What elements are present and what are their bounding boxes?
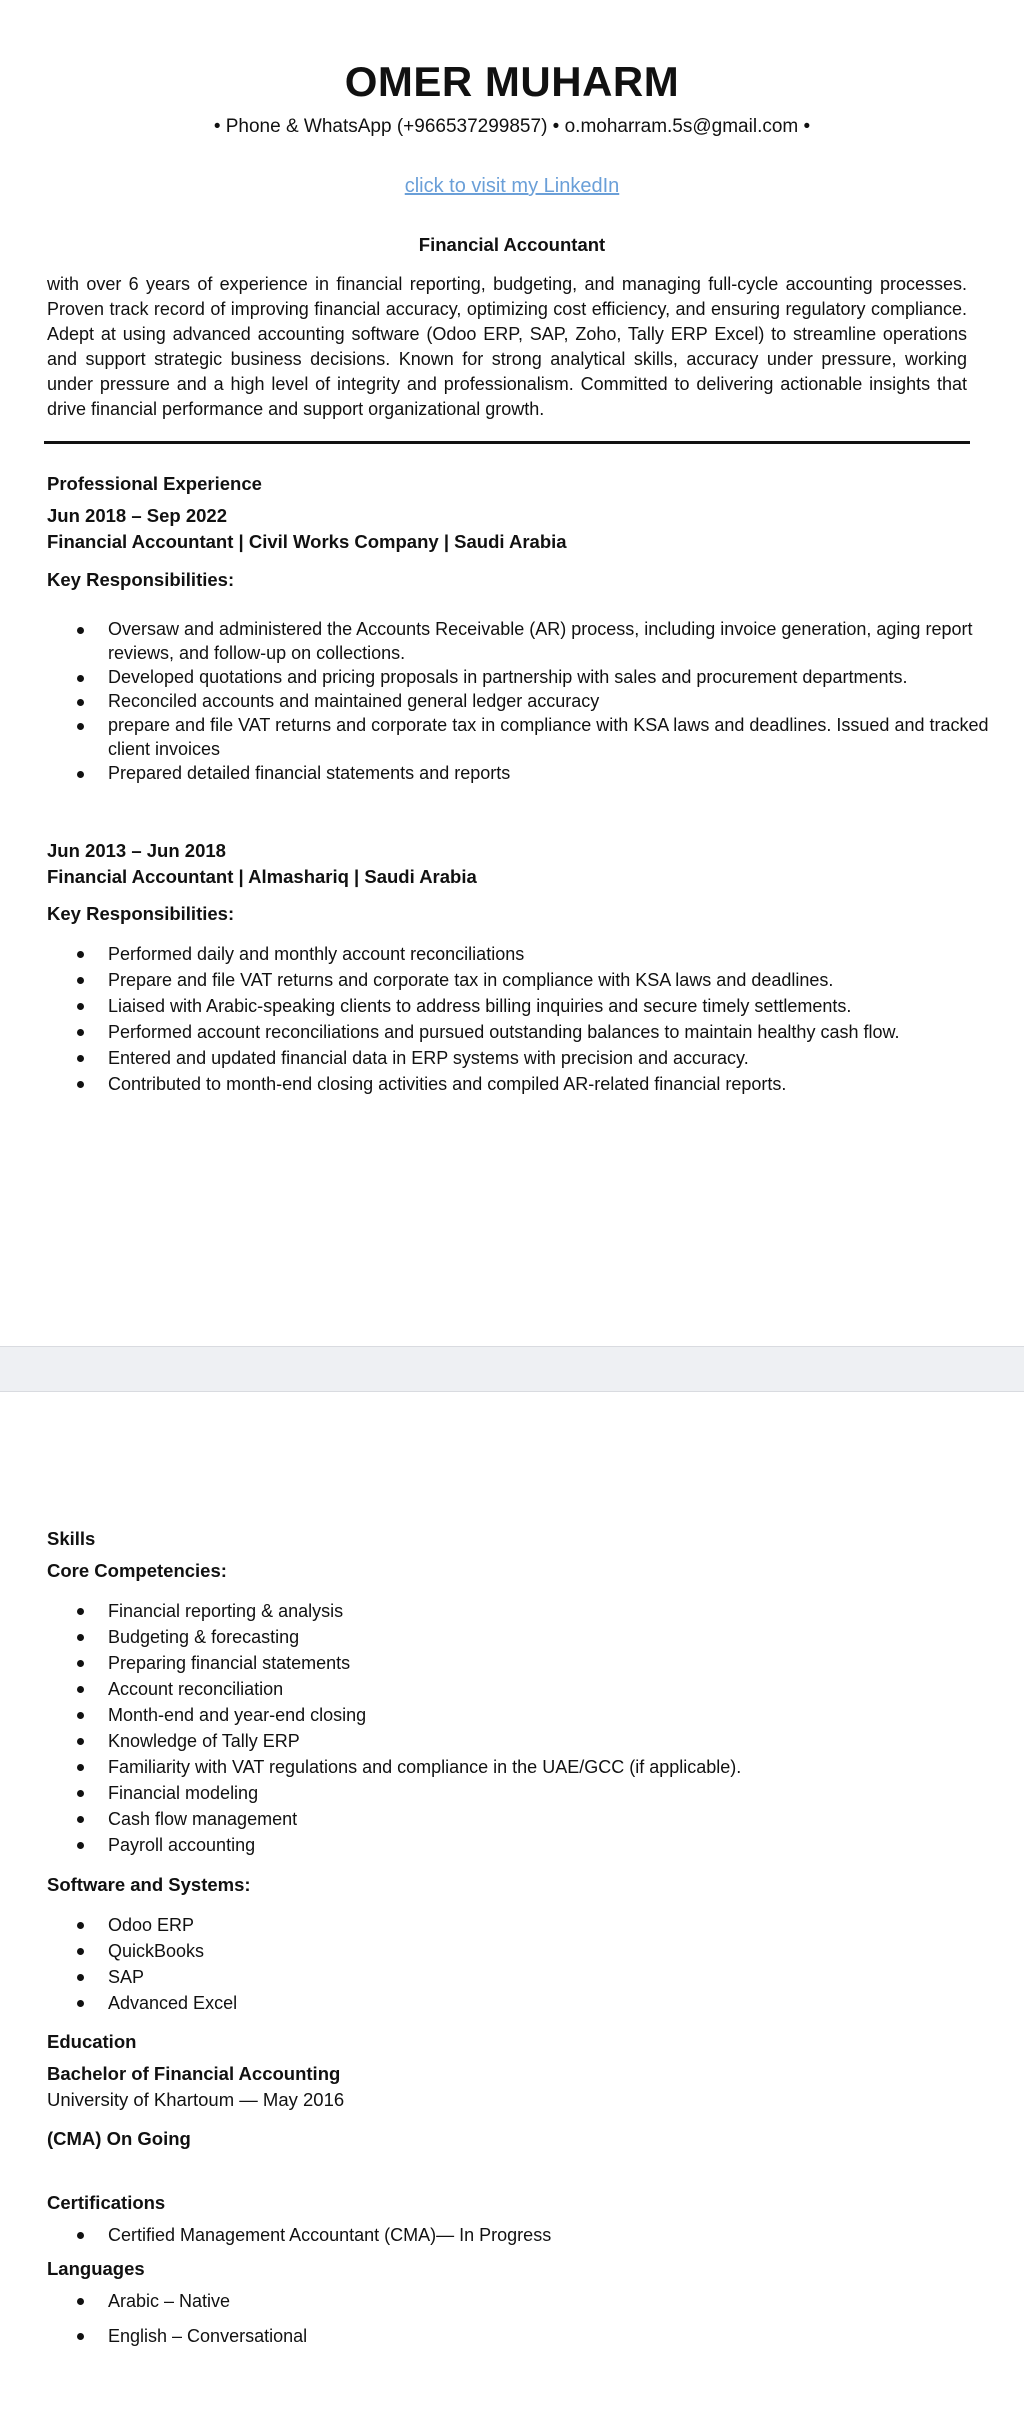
- responsibility-list: [47, 941, 1024, 1097]
- job-dates: Jun 2018 – Sep 2022: [47, 505, 227, 526]
- list-item: Performed daily and monthly account reconciliations: [108, 941, 1024, 967]
- certifications-list: [47, 2222, 1024, 2248]
- list-item: Knowledge of Tally ERP: [108, 1728, 1024, 1754]
- cma-status: (CMA) On Going: [47, 2128, 191, 2149]
- software-label: Software and Systems:: [47, 1874, 251, 1895]
- list-item: Payroll accounting: [108, 1832, 1024, 1858]
- school: University of Khartoum — May 2016: [47, 2089, 345, 2110]
- skills-heading: Skills: [47, 1528, 96, 1549]
- degree: Bachelor of Financial Accounting: [47, 2063, 341, 2084]
- education-heading: Education: [47, 2031, 137, 2052]
- list-item: QuickBooks: [108, 1938, 1024, 1964]
- languages-list: [47, 2288, 1024, 2349]
- list-item: Prepared detailed financial statements and reports: [108, 761, 1024, 785]
- section-divider: [44, 441, 970, 444]
- job-dates: Jun 2013 – Jun 2018: [47, 840, 226, 861]
- list-item: Familiarity with VAT regulations and compliance in the UAE/GCC (if applicable).: [108, 1754, 1024, 1780]
- experience-heading: Professional Experience: [47, 473, 262, 494]
- list-item: Entered and updated financial data in ERP systems with precision and accuracy.: [108, 1045, 1024, 1071]
- certifications-heading: Certifications: [47, 2192, 166, 2213]
- list-item: Performed account reconciliations and pursued outstanding balances to maintain healthy cash flow.: [108, 1019, 1024, 1045]
- list-item: prepare and file VAT returns and corporate tax in compliance with KSA laws and deadlines. Issued and tracked client invoices: [108, 713, 1024, 761]
- list-item: Developed quotations and pricing proposals in partnership with sales and procurement departments.: [108, 665, 1024, 689]
- core-competencies-list: [47, 1598, 1024, 1858]
- key-responsibilities-label: Key Responsibilities:: [47, 569, 235, 590]
- contact-line: • Phone & WhatsApp (+966537299857) • o.moharram.5s@gmail.com •: [213, 116, 811, 137]
- page-break: [0, 1346, 1024, 1392]
- list-item: Account reconciliation: [108, 1676, 1024, 1702]
- list-item: Contributed to month-end closing activities and compiled AR-related financial reports.: [108, 1071, 1024, 1097]
- list-item: Month-end and year-end closing: [108, 1702, 1024, 1728]
- role-title: Financial Accountant: [418, 234, 606, 255]
- languages-heading: Languages: [47, 2258, 145, 2279]
- list-item: Oversaw and administered the Accounts Receivable (AR) process, including invoice generation, aging report reviews, and follow-up on collections.: [108, 617, 1024, 665]
- job-position: Financial Accountant | Civil Works Company | Saudi Arabia: [47, 531, 567, 552]
- list-item: Budgeting & forecasting: [108, 1624, 1024, 1650]
- list-item: Arabic – Native: [108, 2288, 1024, 2314]
- list-item: English – Conversational: [108, 2323, 1024, 2349]
- list-item: Certified Management Accountant (CMA)— In Progress: [108, 2222, 1024, 2248]
- job-position: Financial Accountant | Almashariq | Saudi Arabia: [47, 866, 477, 887]
- summary-paragraph: with over 6 years of experience in financial reporting, budgeting, and managing full-cycle accounting processes. Proven track record of improving financial accuracy, optimizing cost efficiency, and ensuring regulatory compliance. Adept at using advanced accounting software (Odoo ERP, SAP, Zoho, Tally ERP Excel) to streamline operations and support strategic business decisions. Known for strong analytical skills, accuracy under pressure, working under pressure and a high level of integrity and professionalism. Committed to delivering actionable insights that drive financial performance and support organizational growth.: [47, 274, 967, 419]
- resume-name: OMER MUHARM: [344, 58, 680, 105]
- list-item: Advanced Excel: [108, 1990, 1024, 2016]
- software-list: [47, 1912, 1024, 2016]
- list-item: Cash flow management: [108, 1806, 1024, 1832]
- list-item: Financial reporting & analysis: [108, 1598, 1024, 1624]
- responsibility-list: [47, 617, 1024, 785]
- list-item: Reconciled accounts and maintained general ledger accuracy: [108, 689, 1024, 713]
- core-competencies-label: Core Competencies:: [47, 1560, 227, 1581]
- list-item: Preparing financial statements: [108, 1650, 1024, 1676]
- list-item: Prepare and file VAT returns and corporate tax in compliance with KSA laws and deadlines.: [108, 967, 1024, 993]
- list-item: Odoo ERP: [108, 1912, 1024, 1938]
- list-item: Financial modeling: [108, 1780, 1024, 1806]
- key-responsibilities-label: Key Responsibilities:: [47, 903, 235, 924]
- linkedin-link[interactable]: click to visit my LinkedIn: [404, 175, 620, 197]
- list-item: SAP: [108, 1964, 1024, 1990]
- list-item: Liaised with Arabic-speaking clients to address billing inquiries and secure timely settlements.: [108, 993, 1024, 1019]
